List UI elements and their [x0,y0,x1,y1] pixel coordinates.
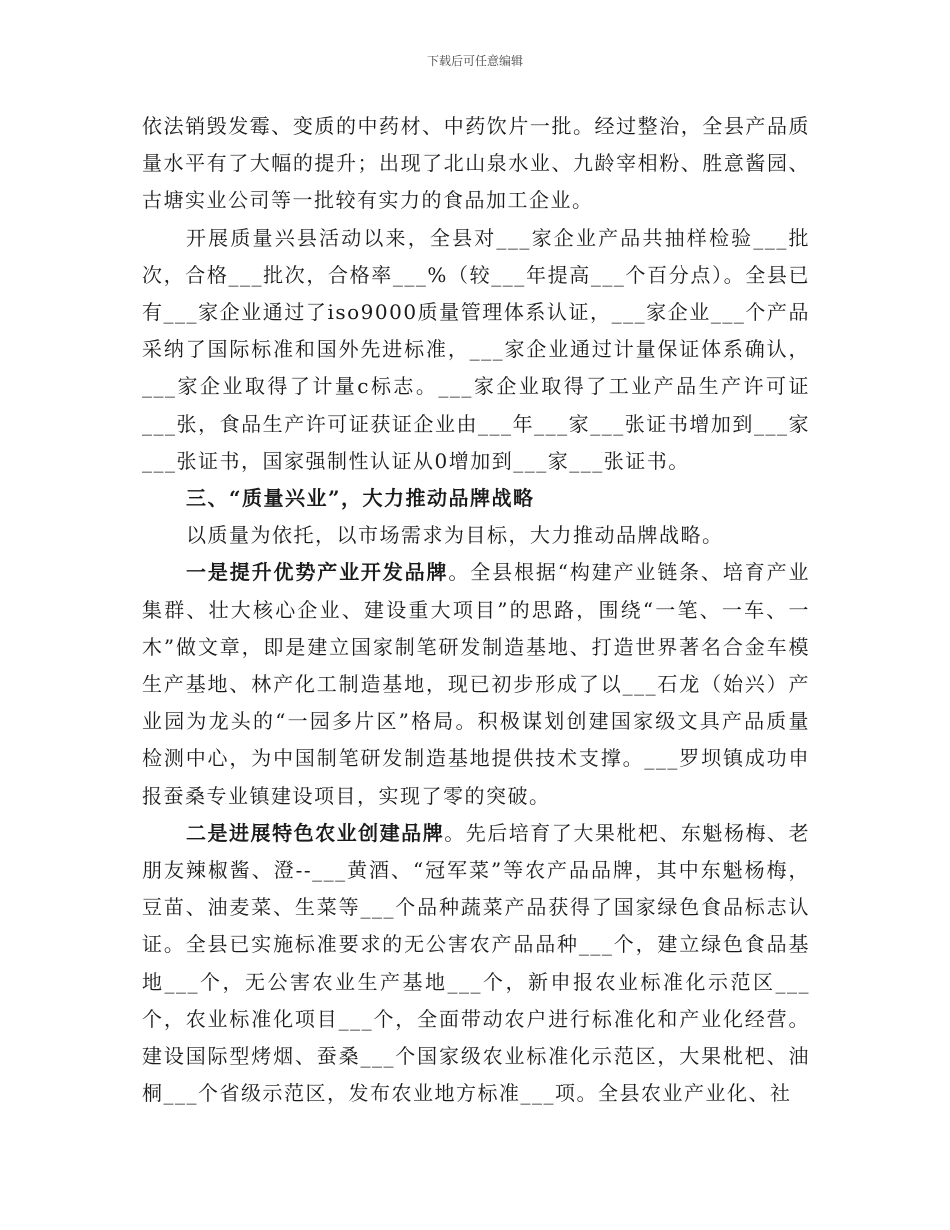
paragraph [142,108,810,220]
paragraph [142,220,810,480]
paragraph-text: 以质量为依托，以市场需求为目标，大力推动品牌战略。 [186,523,724,548]
paragraph-text: 依法销毁发霉、变质的中药材、中药饮片一批。经过整治，全县产品质量水平有了大幅的提升；出现了北山泉水业、九龄宰相粉、胜意酱园、古塘实业公司等一批较有实力的食品加工企业。 [142,114,810,213]
paragraph-text: 开展质量兴县活动以来，全县对___家企业产品共抽样检验___批次，合格___批次，合格率___%（较___年提高___个百分点）。全县已有___家企业通过了iso9000质量管理体系认证，___家企业___个产品采纳了国际标准和国外先进标准，___家企业通过计量保证体系确认，___家企业取得了计量c标志。___家企业取得了工业产品生产许可证___张，食品生产许可证获证企业由___年___家___张证书增加到___家___张证书，国家强制性认证从0增加到___家___张证书。 [142,225,810,473]
document-body [142,108,810,1112]
paragraph-text: 。先后培育了大果枇杷、东魁杨梅、老朋友辣椒酱、澄--___黄酒、“冠军菜”等农产品品牌，其中东魁杨梅，豆苗、油麦菜、生菜等___个品种蔬菜产品获得了国家绿色食品标志认证。全县已实施标准要求的无公害农产品品种___个，建立绿色食品基地___个，无公害农业生产基地___个，新申报农业标准化示范区___个，农业标准化项目___个，全面带动农户进行标准化和产业化经营。建设国际型烤烟、蚕桑___个国家级农业标准化示范区，大果枇杷、油桐___个省级示范区，发布农业地方标准___项。全县农业产业化、社 [142,820,811,1106]
section-heading: 三、“质量兴业”，大力推动品牌战略 [186,486,535,511]
paragraph-lead: 一是提升优势产业开发品牌 [186,560,449,585]
paragraph [142,517,810,554]
paragraph [142,554,810,814]
page-header: 下载后可任意编辑 [426,54,523,68]
paragraph-text: 。全县根据“构建产业链条、培育产业集群、壮大核心企业、建设重大项目”的思路，围绕“一笔、一车、一木”做文章，即是建立国家制笔研发制造基地、打造世界著名合金车模生产基地、林产化工制造基地，现已初步形成了以___石龙（始兴）产业园为龙头的“一园多片区”格局。积极谋划创建国家级文具产品质量检测中心，为中国制笔研发制造基地提供技术支撑。___罗坝镇成功申报蚕桑专业镇建设项目，实现了零的突破。 [142,560,810,808]
paragraph [142,815,810,1113]
paragraph-lead: 二是进展特色农业创建品牌 [186,820,445,845]
